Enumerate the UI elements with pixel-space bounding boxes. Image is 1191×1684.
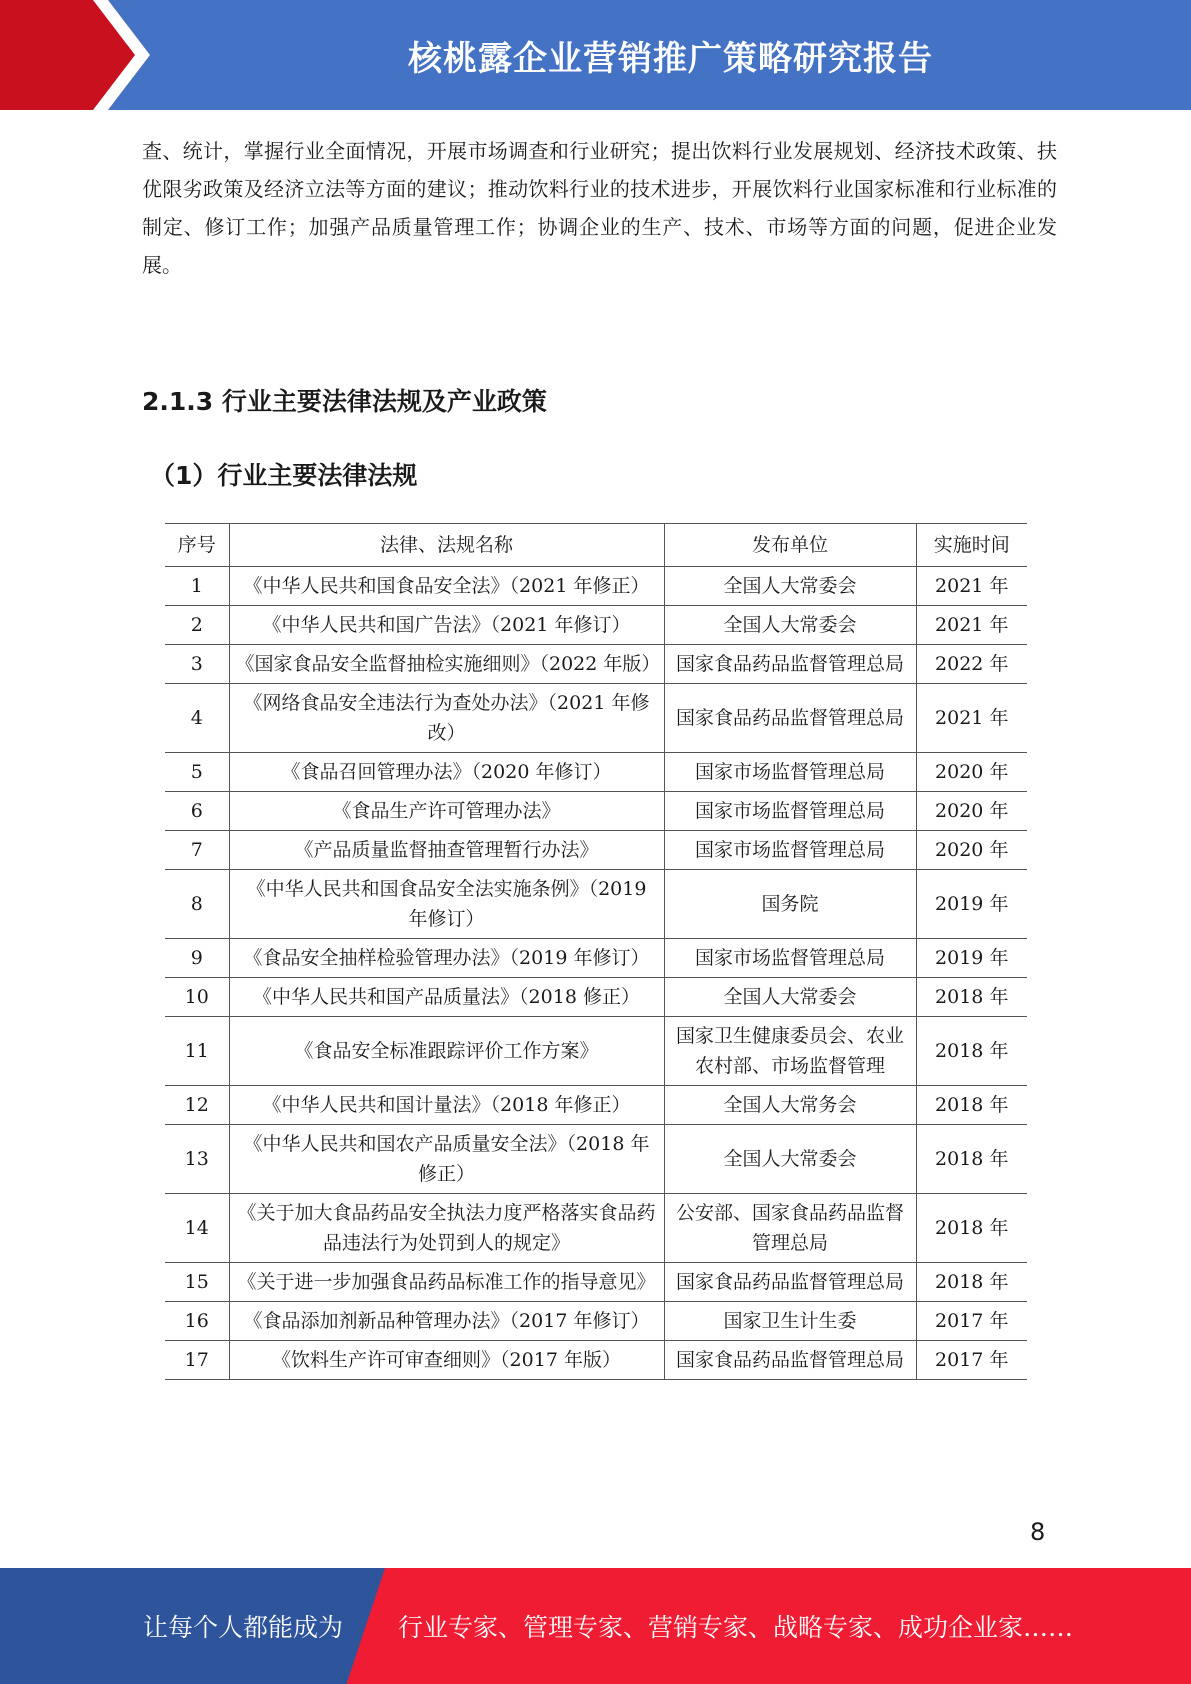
cell-index: 2 [165, 606, 229, 645]
cell-index: 4 [165, 684, 229, 753]
cell-law-name: 《食品安全标准跟踪评价工作方案》 [229, 1017, 664, 1086]
cell-index: 8 [165, 870, 229, 939]
page-header [0, 0, 1191, 110]
cell-index: 16 [165, 1302, 229, 1341]
cell-issuer: 全国人大常委会 [664, 1125, 916, 1194]
cell-index: 5 [165, 753, 229, 792]
cell-date: 2019 年 [916, 939, 1027, 978]
cell-law-name: 《网络食品安全违法行为查处办法》（2021 年修改） [229, 684, 664, 753]
table-row [165, 567, 1027, 606]
cell-issuer: 公安部、国家食品药品监督管理总局 [664, 1194, 916, 1263]
table-header-row [165, 524, 1027, 567]
cell-law-name: 《国家食品安全监督抽检实施细则》（2022 年版） [229, 645, 664, 684]
cell-issuer: 国家市场监督管理总局 [664, 939, 916, 978]
cell-date: 2021 年 [916, 684, 1027, 753]
cell-law-name: 《中华人民共和国食品安全法实施条例》（2019 年修订） [229, 870, 664, 939]
cell-law-name: 《中华人民共和国计量法》（2018 年修正） [229, 1086, 664, 1125]
table-row [165, 684, 1027, 753]
laws-table-container [165, 523, 1027, 1486]
cell-index: 7 [165, 831, 229, 870]
table-row [165, 792, 1027, 831]
table-row [165, 1263, 1027, 1302]
cell-date: 2021 年 [916, 606, 1027, 645]
cell-issuer: 国务院 [664, 870, 916, 939]
cell-index: 15 [165, 1263, 229, 1302]
cell-index: 10 [165, 978, 229, 1017]
cell-law-name: 《中华人民共和国农产品质量安全法》（2018 年修正） [229, 1125, 664, 1194]
subsection-heading: （1）行业主要法律法规 [150, 461, 418, 490]
cell-law-name: 《产品质量监督抽查管理暂行办法》 [229, 831, 664, 870]
cell-issuer: 国家市场监督管理总局 [664, 831, 916, 870]
cell-date: 2019 年 [916, 870, 1027, 939]
cell-date: 2020 年 [916, 831, 1027, 870]
cell-index: 6 [165, 792, 229, 831]
table-row [165, 753, 1027, 792]
table-row [165, 1017, 1027, 1086]
table-row [165, 606, 1027, 645]
table-row [165, 870, 1027, 939]
table-row [165, 1125, 1027, 1194]
cell-date: 2018 年 [916, 1194, 1027, 1263]
cell-law-name: 《食品召回管理办法》（2020 年修订） [229, 753, 664, 792]
cell-date: 2017 年 [916, 1302, 1027, 1341]
table-row [165, 831, 1027, 870]
cell-issuer: 国家卫生健康委员会、农业农村部、市场监督管理 [664, 1017, 916, 1086]
cell-index: 17 [165, 1341, 229, 1380]
cell-index: 14 [165, 1194, 229, 1263]
cell-date: 2020 年 [916, 753, 1027, 792]
table-row [165, 1302, 1027, 1341]
header-cell-issuer: 发布单位 [664, 524, 916, 567]
cell-date: 2018 年 [916, 1017, 1027, 1086]
intro-paragraph: 查、统计，掌握行业全面情况，开展市场调查和行业研究；提出饮料行业发展规划、经济技术政策、扶优限劣政策及经济立法等方面的建议；推动饮料行业的技术进步，开展饮料行业国家标准和行业标准的制定、修订工作；加强产品质量管理工作；协调企业的生产、技术、市场等方面的问题，促进企业发展。 [142, 139, 1057, 277]
laws-table [165, 523, 1027, 1380]
cell-law-name: 《中华人民共和国产品质量法》（2018 修正） [229, 978, 664, 1017]
cell-issuer: 全国人大常委会 [664, 567, 916, 606]
cell-law-name: 《饮料生产许可审查细则》（2017 年版） [229, 1341, 664, 1380]
cell-date: 2017 年 [916, 1341, 1027, 1380]
cell-law-name: 《食品添加剂新品种管理办法》（2017 年修订） [229, 1302, 664, 1341]
cell-index: 1 [165, 567, 229, 606]
cell-issuer: 国家食品药品监督管理总局 [664, 684, 916, 753]
cell-date: 2018 年 [916, 978, 1027, 1017]
cell-law-name: 《中华人民共和国食品安全法》（2021 年修正） [229, 567, 664, 606]
cell-index: 12 [165, 1086, 229, 1125]
table-row [165, 1086, 1027, 1125]
cell-law-name: 《食品安全抽样检验管理办法》（2019 年修订） [229, 939, 664, 978]
cell-law-name: 《中华人民共和国广告法》（2021 年修订） [229, 606, 664, 645]
cell-date: 2020 年 [916, 792, 1027, 831]
table-row [165, 978, 1027, 1017]
table-row [165, 645, 1027, 684]
section-heading: 2.1.3 行业主要法律法规及产业政策 [142, 387, 547, 416]
cell-date: 2018 年 [916, 1263, 1027, 1302]
cell-issuer: 国家市场监督管理总局 [664, 753, 916, 792]
report-title: 核桃露企业营销推广策略研究报告 [408, 38, 933, 79]
cell-index: 13 [165, 1125, 229, 1194]
header-cell-name: 法律、法规名称 [229, 524, 664, 567]
table-row [165, 939, 1027, 978]
cell-law-name: 《关于进一步加强食品药品标准工作的指导意见》 [229, 1263, 664, 1302]
cell-issuer: 国家食品药品监督管理总局 [664, 645, 916, 684]
footer-slogan-right: 行业专家、管理专家、营销专家、战略专家、成功企业家…… [398, 1613, 1074, 1642]
cell-law-name: 《关于加大食品药品安全执法力度严格落实食品药品违法行为处罚到人的规定》 [229, 1194, 664, 1263]
cell-index: 3 [165, 645, 229, 684]
cell-issuer: 全国人大常务会 [664, 1086, 916, 1125]
header-cell-date: 实施时间 [916, 524, 1027, 567]
cell-issuer: 国家食品药品监督管理总局 [664, 1263, 916, 1302]
cell-index: 11 [165, 1017, 229, 1086]
cell-date: 2018 年 [916, 1086, 1027, 1125]
cell-index: 9 [165, 939, 229, 978]
cell-issuer: 国家市场监督管理总局 [664, 792, 916, 831]
header-red-arrow [0, 0, 150, 110]
table-row [165, 1341, 1027, 1380]
cell-date: 2021 年 [916, 567, 1027, 606]
cell-law-name: 《食品生产许可管理办法》 [229, 792, 664, 831]
cell-issuer: 全国人大常委会 [664, 606, 916, 645]
header-cell-index: 序号 [165, 524, 229, 567]
cell-issuer: 国家卫生计生委 [664, 1302, 916, 1341]
footer-slogan-left: 让每个人都能成为 [143, 1613, 344, 1642]
cell-date: 2022 年 [916, 645, 1027, 684]
table-row [165, 1194, 1027, 1263]
cell-issuer: 国家食品药品监督管理总局 [664, 1341, 916, 1380]
page-number: 8 [1030, 1518, 1046, 1546]
cell-issuer: 全国人大常委会 [664, 978, 916, 1017]
cell-date: 2018 年 [916, 1125, 1027, 1194]
page-footer [0, 1568, 1191, 1684]
